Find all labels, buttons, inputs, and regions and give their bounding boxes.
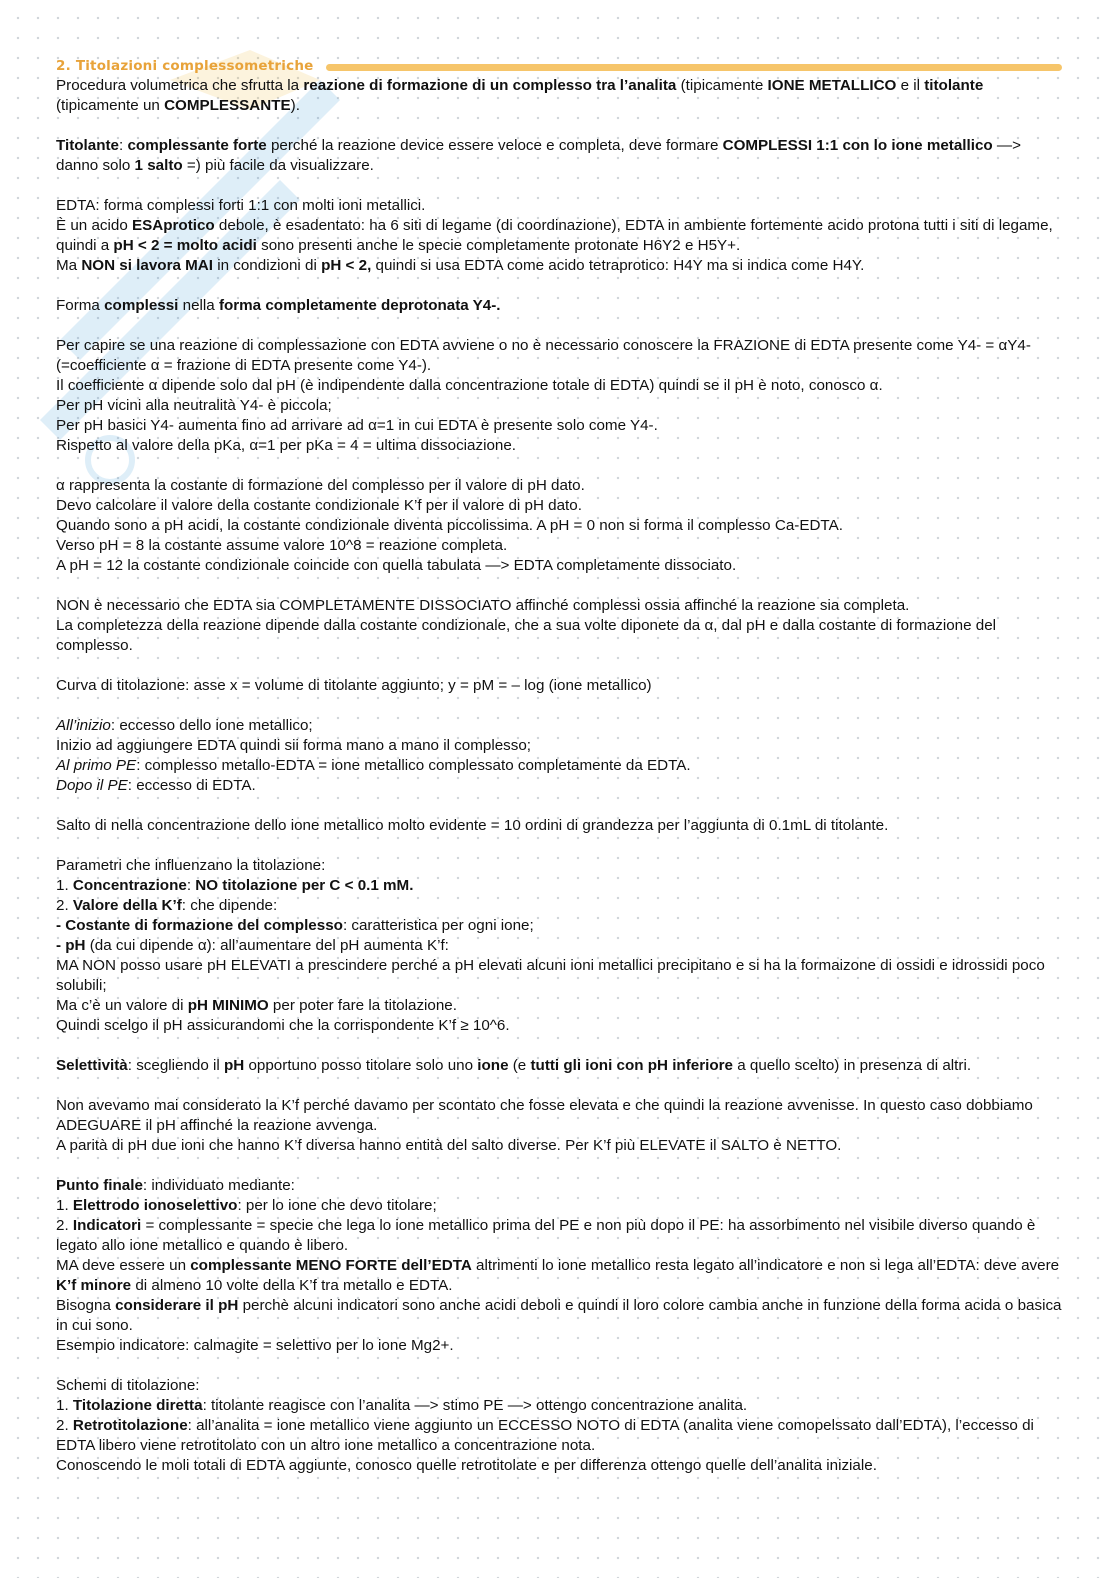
document-page — [56, 56, 1066, 1496]
paragraph-fasi-titolazione: All’inizio: eccesso dello ione metallico; Inizio ad aggiungere EDTA quindi sii forma mano a mano il complesso; Al primo PE: complesso metallo-EDTA = ione metallico complessato completamente da EDTA. Dopo il PE: eccesso di EDTA. — [56, 717, 691, 794]
paragraph-titolante: Titolante: complessante forte perché la reazione device essere veloce e completa, deve formare COMPLESSI 1:1 con lo ione metallico —> danno solo 1 salto =) più facile da visualizzare. — [56, 137, 1021, 174]
section-heading: 2. Titolazioni complessometriche — [56, 58, 314, 74]
paragraph-curva: Curva di titolazione: asse x = volume di titolante aggiunto; y = pM = – log (ione metallico) — [56, 677, 652, 694]
paragraph-alpha: Per capire se una reazione di complessazione con EDTA avviene o no è necessario conoscere la FRAZIONE di EDTA presente come Y4- = αY4- (=coefficiente α = frazione di EDTA presente come Y4-). Il coefficiente α dipende solo dal pH (è indipendente dalla concentrazione totale di EDTA) quindi se il pH è noto, conosco α. Per pH vicini alla neutralità Y4- è piccola; Per pH basici Y4- aumenta fino ad arrivare ad α=1 in cui EDTA è presente solo come Y4-. Rispetto al valore della pKa, α=1 per pKa = 4 = ultima dissociazione. — [56, 337, 1031, 454]
paragraph-completezza: NON è necessario che EDTA sia COMPLETAMENTE DISSOCIATO affinché complessi ossia affinché la reazione sia completa. La completezza della reazione dipende dalla costante condizionale, che a sua volte diponete da α, dal pH e dalla costante di formazione del complesso. — [56, 597, 997, 654]
paragraph-parametri: Parametri che influenzano la titolazione: 1. Concentrazione: NO titolazione per C < 0.1 mM. 2. Valore della K’f: che dipende: - Costante di formazione del complesso: caratteristica per ogni ione; - pH (da cui dipende α): all’aumentare del pH aumenta K’f: MA NON posso usare pH ELEVATI a prescindere perché a pH elevati alcuni ioni metallici precipitano e si ha la formaizone di ossidi e idrossidi poco solubili; Ma c’è un valore di pH MINIMO per poter fare la titolazione. Quindi scelgo il pH assicurandomi che la corrispondente K’f ≥ 10^6. — [56, 857, 1045, 1034]
paragraph-kf: Non avevamo mai considerato la K’f perché davamo per scontato che fosse elevata e che quindi la reazione avvenisse. In questo caso dobbiamo ADEGUARE il pH affinché la reazione avvenga. A parità di pH due ioni che hanno K’f diversa hanno entità del salto diverse. Per K’f più ELEVATE il SALTO è NETTO. — [56, 1097, 1033, 1154]
section-heading-wrap — [56, 56, 1066, 76]
paragraph-forma-complessi: Forma complessi nella forma completamente deprotonata Y4-. — [56, 297, 501, 314]
paragraph-intro: Procedura volumetrica che sfrutta la reazione di formazione di un complesso tra l’analita (tipicamente IONE METALLICO e il titolante (tipicamente un COMPLESSANTE). — [56, 77, 984, 114]
paragraph-salto: Salto di nella concentrazione dello ione metallico molto evidente = 10 ordini di grandezza per l’aggiunta di 0.1mL di titolante. — [56, 817, 889, 834]
paragraph-edta: EDTA: forma complessi forti 1:1 con molti ioni metallici. È un acido ESAprotico debole, è esadentato: ha 6 siti di legame (di coordinazione), EDTA in ambiente fortemente acido protona tutti i siti di legame, quindi a pH < 2 = molto acidi sono presenti anche le specie completamente protonate H6Y2 e H5Y+. Ma NON si lavora MAI in condizioni di pH < 2, quindi si usa EDTA come acido tetraprotico: H4Y ma si indica come H4Y. — [56, 197, 1053, 274]
paragraph-selettivita: Selettività: scegliendo il pH opportuno posso titolare solo uno ione (e tutti gli ioni con pH inferiore a quello scelto) in presenza di altri. — [56, 1057, 972, 1074]
paragraph-schemi: Schemi di titolazione: 1. Titolazione diretta: titolante reagisce con l’analita —> stimo PE —> ottengo concentrazione analita. 2. Retrotitolazione: all’analita = ione metallico viene aggiunto un ECCESSO NOTO di EDTA (analita viene comopelssato dall’EDTA), l’eccesso di EDTA libero viene retrotitolato con un altro ione metallico a concentrazione nota. Conoscendo le moli totali di EDTA aggiunte, conosco quelle retrotitolate e per differenza ottengo quelle dell’analita iniziale. — [56, 1377, 1034, 1474]
paragraph-punto-finale: Punto finale: individuato mediante: 1. Elettrodo ionoselettivo: per lo ione che devo titolare; 2. Indicatori = complessante = specie che lega lo ione metallico prima del PE e non più dopo il PE: ha assorbimento nel visibile diverso quando è legato allo ione metallico e quando è libero. MA deve essere un complessante MENO FORTE dell’EDTA altrimenti lo ione metallico resta legato all’indicatore e non si lega all’EDTA: deve avere K’f minore di almeno 10 volte della K’f tra metallo e EDTA. Bisogna considerare il pH perchè alcuni indicatori sono anche acidi deboli e quindi il loro colore cambia anche in funzione della forma acida o basica in cui sono. Esempio indicatore: calmagite = selettivo per lo ione Mg2+. — [56, 1177, 1062, 1354]
paragraph-costante-condizionale: α rappresenta la costante di formazione del complesso per il valore di pH dato. Devo calcolare il valore della costante condizionale K’f per il valore di pH dato. Quando sono a pH acidi, la costante condizionale diventa piccolissima. A pH = 0 non si forma il complesso Ca-EDTA. Verso pH = 8 la costante assume valore 10^8 = reazione completa. A pH = 12 la costante condizionale coincide con quella tabulata —> EDTA completamente dissociato. — [56, 477, 843, 574]
